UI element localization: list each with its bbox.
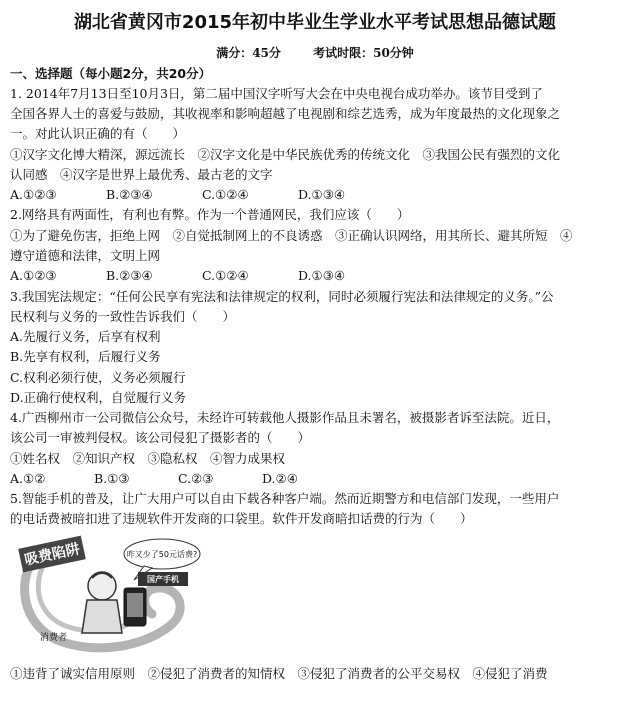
q3-option-d: D.正确行使权利，自觉履行义务: [10, 390, 187, 405]
q5-line-2: 的电话费被暗扣进了违规软件开发商的口袋里。软件开发商暗扣话费的行为（ ）: [10, 511, 473, 526]
q4-line-3: ①姓名权 ②知识产权 ③隐私权 ④智力成果权: [10, 451, 286, 466]
q4-option-c: C.②③: [177, 471, 214, 486]
q4-option-b: B.①③: [93, 471, 130, 486]
consumer-head: [88, 572, 116, 600]
q2-option-c: C.①②④: [201, 268, 249, 283]
q1-option-d: D.①③④: [297, 187, 346, 202]
q2-option-a: A.①②③: [10, 268, 57, 283]
q3-line-1: 3.我国宪法规定：“任何公民享有宪法和法律规定的权利，同时必须履行宪法和法律规定的义务。”公: [10, 289, 554, 304]
q3-option-a: A.先履行义务，后享有权利: [10, 329, 161, 344]
phone-label-text: 国产手机: [147, 575, 179, 584]
speech-bubble-text: 咋又少了50元话费?: [126, 550, 198, 559]
time-limit: 考试时限：50分钟: [313, 46, 414, 60]
cartoon-illustration: [12, 528, 202, 653]
q3-option-c: C.权利必须行使，义务必须履行: [10, 370, 186, 385]
q2-options: [10, 268, 345, 284]
q1-options: [10, 187, 345, 203]
q2-option-b: B.②③④: [105, 268, 153, 283]
q2-line-2: ①为了避免伤害，拒绝上网 ②自觉抵制网上的不良诱惑 ③正确认识网络，用其所长、避其所短 ④: [10, 228, 573, 243]
trap-tag-text: 吸费陷阱: [23, 541, 82, 569]
q1-line-2: 全国各界人士的喜爱与鼓励，其收视率和影响超越了电视剧和综艺选秀，成为年度最热的文化现象之: [10, 106, 561, 121]
phone-screen: [127, 593, 143, 617]
q1-option-c: C.①②④: [201, 187, 249, 202]
q4-option-a: A.①②: [10, 471, 46, 486]
exam-title: 湖北省黄冈市2015年初中毕业生学业水平考试思想品德试题: [73, 12, 557, 33]
q3-line-2: 民权利与义务的一致性告诉我们（ ）: [10, 309, 236, 324]
q1-option-a: A.①②③: [10, 187, 57, 202]
q5-line-1: 5.智能手机的普及，让广大用户可以自由下载各种客户端。然而近期警方和电信部门发现，一些用户: [10, 491, 560, 506]
q1-line-5: 认同感 ④汉字是世界上最优秀、最古老的文字: [10, 167, 273, 182]
q4-line-1: 4.广西柳州市一公司微信公众号，未经许可转载他人摄影作品且未署名，被摄影者诉至法院。近日，: [10, 410, 560, 425]
q1-line-1: 1. 2014年7月13日至10月3日，第二届中国汉字听写大会在中央电视台成功举办。该节目受到了: [10, 86, 543, 101]
q2-option-d: D.①③④: [297, 268, 346, 283]
q4-line-2: 该公司一审被判侵权。该公司侵犯了摄影者的（ ）: [10, 430, 311, 445]
q4-options: [10, 471, 298, 487]
q1-line-4: ①汉字文化博大精深，源远流长 ②汉字文化是中华民族优秀的传统文化 ③我国公民有强烈的文化: [10, 147, 561, 162]
q5-line-3: ①违背了诚实信用原则 ②侵犯了消费者的知情权 ③侵犯了消费者的公平交易权 ④侵犯了消费: [10, 666, 548, 681]
q1-line-3: 一。对此认识正确的有（ ）: [10, 126, 186, 141]
consumer-label: 消费者: [40, 633, 68, 643]
section-heading: 一、选择题（每小题2分，共20分）: [10, 66, 212, 81]
exam-info: [0, 44, 630, 61]
full-score: 满分：45分: [216, 46, 281, 60]
q3-option-b: B.先享有权利，后履行义务: [10, 349, 161, 364]
consumer-body: [82, 600, 122, 633]
q4-option-d: D.②④: [261, 471, 298, 486]
q2-line-1: 2.网络具有两面性，有利也有弊。作为一个普通网民，我们应该（ ）: [10, 207, 410, 222]
q2-line-3: 遵守道德和法律，文明上网: [10, 248, 161, 263]
q1-option-b: B.②③④: [105, 187, 153, 202]
